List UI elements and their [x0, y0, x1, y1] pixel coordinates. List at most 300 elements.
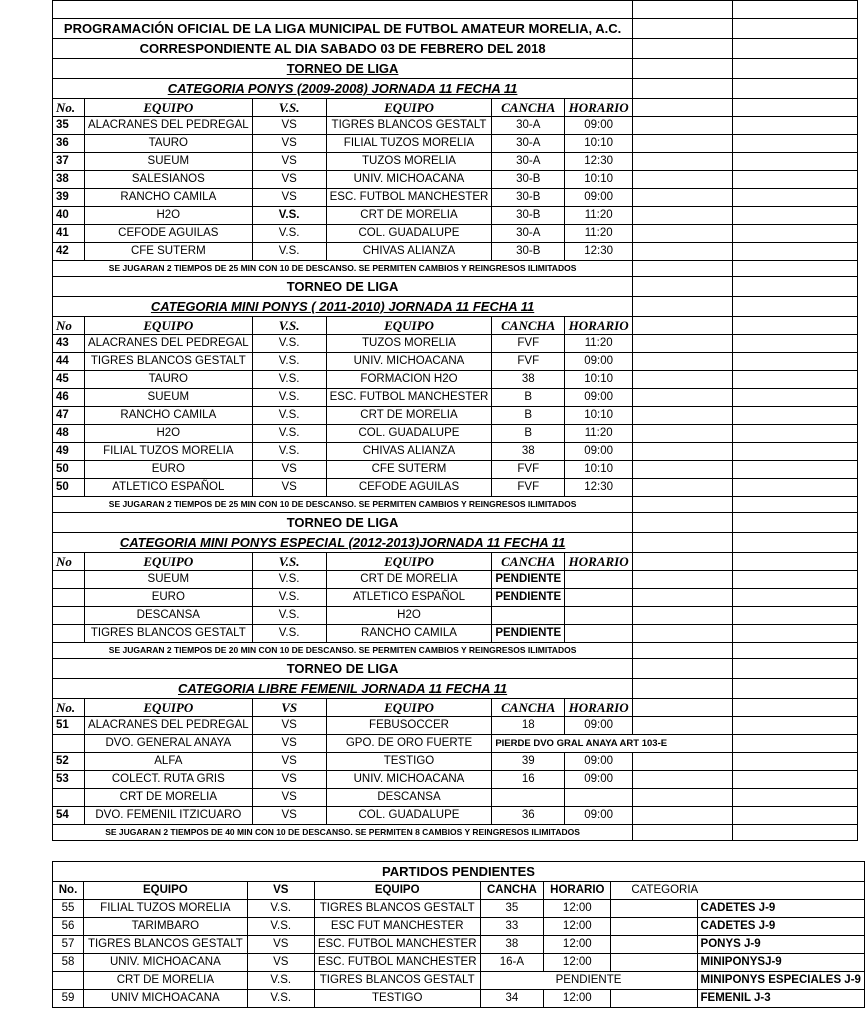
column-header: HORARIO	[565, 99, 633, 117]
field: B	[492, 407, 565, 425]
column-header: HORARIO	[544, 882, 611, 900]
home-team: SUEUM	[85, 571, 253, 589]
away-team: ATLETICO ESPAÑOL	[326, 589, 492, 607]
table-row	[53, 135, 858, 153]
match-number	[53, 972, 84, 990]
column-header: HORARIO	[565, 699, 633, 717]
blank-cell	[733, 571, 858, 589]
table-row	[53, 807, 858, 825]
time: 12:30	[565, 153, 633, 171]
rules-row	[53, 825, 858, 841]
blank-cell	[633, 317, 733, 335]
time: 11:20	[565, 425, 633, 443]
vs-label: VS	[252, 807, 326, 825]
table-row	[53, 954, 865, 972]
table-row	[53, 607, 858, 625]
home-team: H2O	[85, 207, 253, 225]
pending-matches-table	[52, 861, 865, 1008]
field: 30-A	[492, 153, 565, 171]
time	[565, 571, 633, 589]
home-team: EURO	[85, 461, 253, 479]
table-row	[53, 900, 865, 918]
vs-label: V.S.	[252, 625, 326, 643]
away-team: COL. GUADALUPE	[326, 807, 492, 825]
home-team: ALACRANES DEL PEDREGAL	[85, 335, 253, 353]
table-row	[53, 771, 858, 789]
match-number: 52	[53, 753, 85, 771]
vs-label: VS	[252, 717, 326, 735]
table-row	[53, 189, 858, 207]
vs-label: V.S.	[252, 353, 326, 371]
column-header: HORARIO	[565, 553, 633, 571]
category-heading	[53, 79, 633, 99]
rules-row	[53, 261, 858, 277]
blank-cell	[733, 59, 858, 79]
blank-cell	[633, 513, 733, 533]
home-team: TAURO	[85, 135, 253, 153]
blank-cell	[633, 443, 733, 461]
table-row	[53, 918, 865, 936]
match-number: 45	[53, 371, 85, 389]
column-header: VS	[247, 882, 314, 900]
category-row	[53, 297, 858, 317]
vs-label: V.S.	[252, 443, 326, 461]
match-number: 53	[53, 771, 85, 789]
blank-cell	[733, 389, 858, 407]
match-number: 58	[53, 954, 84, 972]
vs-label: V.S.	[252, 207, 326, 225]
table-row	[53, 479, 858, 497]
column-header: CANCHA	[492, 317, 565, 335]
blank-cell	[633, 59, 733, 79]
field: FVF	[492, 335, 565, 353]
category-heading	[53, 533, 633, 553]
match-number	[53, 589, 85, 607]
column-header: EQUIPO	[326, 699, 492, 717]
field: 30-A	[492, 225, 565, 243]
blank-cell	[633, 389, 733, 407]
home-team: ALACRANES DEL PEDREGAL	[85, 717, 253, 735]
vs-label: VS	[252, 189, 326, 207]
pending-header-row	[53, 882, 865, 900]
field: 30-B	[492, 243, 565, 261]
table-row	[53, 335, 858, 353]
blank-cell	[733, 825, 858, 841]
field: 30-B	[492, 171, 565, 189]
match-number	[53, 625, 85, 643]
vs-label: V.S.	[252, 425, 326, 443]
blank-cell	[733, 461, 858, 479]
blank-cell	[733, 497, 858, 513]
time: 11:20	[565, 207, 633, 225]
blank-cell	[633, 717, 733, 735]
field: PENDIENTE	[492, 589, 565, 607]
blank-cell	[611, 936, 697, 954]
column-header: EQUIPO	[85, 553, 253, 571]
field: B	[492, 425, 565, 443]
column-header: No	[53, 553, 85, 571]
match-number: 56	[53, 918, 84, 936]
away-team: TUZOS MORELIA	[326, 153, 492, 171]
blank-cell	[733, 425, 858, 443]
table-row	[53, 936, 865, 954]
blank-cell	[733, 153, 858, 171]
home-team: CRT DE MORELIA	[84, 972, 248, 990]
torneo-heading: TORNEO DE LIGA	[53, 659, 633, 679]
column-header: No	[53, 317, 85, 335]
vs-label: V.S.	[252, 335, 326, 353]
match-number: 36	[53, 135, 85, 153]
table-row	[53, 425, 858, 443]
column-header: CANCHA	[492, 99, 565, 117]
table-row	[53, 789, 858, 807]
blank-cell	[633, 243, 733, 261]
home-team: FILIAL TUZOS MORELIA	[84, 900, 248, 918]
home-team: EURO	[85, 589, 253, 607]
time: 09:00	[565, 717, 633, 735]
column-header-row	[53, 553, 858, 571]
column-header: EQUIPO	[326, 99, 492, 117]
time	[565, 607, 633, 625]
vs-label: VS	[252, 135, 326, 153]
away-team: ESC FUT MANCHESTER	[314, 918, 480, 936]
home-team: SALESIANOS	[85, 171, 253, 189]
home-team: ALFA	[85, 753, 253, 771]
column-header: CANCHA	[480, 882, 544, 900]
blank-cell	[633, 189, 733, 207]
table-row	[53, 371, 858, 389]
home-team: SUEUM	[85, 389, 253, 407]
blank-cell	[633, 425, 733, 443]
blank-cell	[633, 825, 733, 841]
blank-cell	[733, 513, 858, 533]
column-header: EQUIPO	[326, 553, 492, 571]
spacer-row	[53, 1, 858, 19]
table-row	[53, 625, 858, 643]
category-label: MINIPONYSJ-9	[697, 954, 864, 972]
category-heading	[53, 297, 633, 317]
category-heading-text: CATEGORIA MINI PONYS ( 2011-2010) JORNADA 11 FECHA 11	[150, 299, 535, 314]
blank-cell	[633, 19, 733, 39]
blank-cell	[633, 479, 733, 497]
column-header-row	[53, 99, 858, 117]
blank-cell	[633, 39, 733, 59]
category-label: MINIPONYS ESPECIALES J-9	[697, 972, 864, 990]
away-team: CRT DE MORELIA	[326, 207, 492, 225]
column-header: V.S.	[252, 317, 326, 335]
blank-cell	[733, 189, 858, 207]
table-row	[53, 117, 858, 135]
blank-cell	[733, 607, 858, 625]
table-row	[53, 443, 858, 461]
home-team: CRT DE MORELIA	[85, 789, 253, 807]
away-team: TIGRES BLANCOS GESTALT	[314, 900, 480, 918]
vs-label: VS	[247, 954, 314, 972]
blank-cell	[633, 533, 733, 553]
blank-cell	[633, 807, 733, 825]
blank-cell	[733, 643, 858, 659]
home-team: UNIV MICHOACANA	[84, 990, 248, 1008]
vs-label: VS	[252, 753, 326, 771]
blank-cell	[611, 954, 697, 972]
torneo-row	[53, 277, 858, 297]
blank-cell	[633, 1, 733, 19]
blank-cell	[633, 407, 733, 425]
match-number: 48	[53, 425, 85, 443]
vs-label: VS	[252, 117, 326, 135]
away-team: COL. GUADALUPE	[326, 425, 492, 443]
blank-cell	[733, 99, 858, 117]
column-header: No.	[53, 882, 84, 900]
blank-cell	[633, 679, 733, 699]
category-heading	[53, 679, 633, 699]
time	[565, 589, 633, 607]
time: 09:00	[565, 189, 633, 207]
time: 10:10	[565, 407, 633, 425]
home-team: SUEUM	[85, 153, 253, 171]
field: PENDIENTE	[492, 625, 565, 643]
away-team: DESCANSA	[326, 789, 492, 807]
home-team: DESCANSA	[85, 607, 253, 625]
time: 12:30	[565, 243, 633, 261]
blank-cell	[733, 479, 858, 497]
table-row	[53, 171, 858, 189]
blank-cell	[633, 277, 733, 297]
blank-cell	[633, 171, 733, 189]
blank-cell	[633, 659, 733, 679]
blank-cell	[633, 607, 733, 625]
blank-cell	[733, 659, 858, 679]
home-team: RANCHO CAMILA	[85, 407, 253, 425]
home-team: CEFODE AGUILAS	[85, 225, 253, 243]
category-heading-text: CATEGORIA LIBRE FEMENIL JORNADA 11 FECHA 11	[178, 681, 508, 696]
blank-cell	[733, 243, 858, 261]
vs-label: V.S.	[252, 589, 326, 607]
field: 35	[480, 900, 544, 918]
blank-cell	[733, 277, 858, 297]
blank-cell	[733, 589, 858, 607]
rules-row	[53, 643, 858, 659]
away-team: CFE SUTERM	[326, 461, 492, 479]
blank-cell	[733, 717, 858, 735]
time: 09:00	[565, 389, 633, 407]
field: FVF	[492, 353, 565, 371]
column-header: CATEGORIA	[611, 882, 865, 900]
home-team: COLECT. RUTA GRIS	[85, 771, 253, 789]
vs-label: VS	[247, 936, 314, 954]
torneo-heading: TORNEO DE LIGA	[53, 277, 633, 297]
time: 10:10	[565, 461, 633, 479]
time: 12:30	[565, 479, 633, 497]
home-team: DVO. FEMENIL ITZICUARO	[85, 807, 253, 825]
field: 16	[492, 771, 565, 789]
column-header: No.	[53, 99, 85, 117]
blank-cell	[733, 335, 858, 353]
category-heading-text: CATEGORIA MINI PONYS ESPECIAL (2012-2013)JORNADA 11 FECHA 11	[119, 535, 566, 550]
away-team: TESTIGO	[326, 753, 492, 771]
vs-label: V.S.	[252, 225, 326, 243]
away-team: FORMACION H2O	[326, 371, 492, 389]
blank-cell	[733, 297, 858, 317]
home-team: ATLETICO ESPAÑOL	[85, 479, 253, 497]
vs-label: V.S.	[247, 900, 314, 918]
table-row	[53, 735, 858, 753]
match-number: 35	[53, 117, 85, 135]
blank-cell	[633, 353, 733, 371]
time: 09:00	[565, 353, 633, 371]
vs-label: VS	[252, 461, 326, 479]
pending-title: PARTIDOS PENDIENTES	[53, 862, 865, 882]
blank-cell	[633, 643, 733, 659]
result-note: PIERDE DVO GRAL ANAYA ART 103-E	[492, 735, 733, 753]
vs-label: V.S.	[247, 918, 314, 936]
match-number: 38	[53, 171, 85, 189]
match-number	[53, 735, 85, 753]
field: 39	[492, 753, 565, 771]
match-number: 57	[53, 936, 84, 954]
blank-cell	[633, 135, 733, 153]
blank-cell	[733, 625, 858, 643]
blank-cell	[633, 99, 733, 117]
rules-note: SE JUGARAN 2 TIEMPOS DE 40 MIN CON 10 DE DESCANSO. SE PERMITEN 8 CAMBIOS Y REINGRESOS ILIMITADOS	[53, 825, 633, 841]
blank-cell	[733, 353, 858, 371]
field: FVF	[492, 479, 565, 497]
blank-cell	[733, 79, 858, 99]
home-team: CFE SUTERM	[85, 243, 253, 261]
home-team: RANCHO CAMILA	[85, 189, 253, 207]
column-header: HORARIO	[565, 317, 633, 335]
away-team: COL. GUADALUPE	[326, 225, 492, 243]
blank-cell	[733, 533, 858, 553]
vs-label: VS	[252, 771, 326, 789]
field	[492, 789, 565, 807]
category-row	[53, 679, 858, 699]
time: 10:10	[565, 371, 633, 389]
away-team: TUZOS MORELIA	[326, 335, 492, 353]
torneo-heading: TORNEO DE LIGA	[53, 513, 633, 533]
blank-cell	[611, 990, 697, 1008]
blank-cell	[733, 135, 858, 153]
table-row	[53, 207, 858, 225]
match-number: 55	[53, 900, 84, 918]
home-team: UNIV. MICHOACANA	[84, 954, 248, 972]
column-header: EQUIPO	[326, 317, 492, 335]
field: 30-B	[492, 189, 565, 207]
blank-cell	[733, 371, 858, 389]
page-subtitle: CORRESPONDIENTE AL DIA SABADO 03 DE FEBRERO DEL 2018	[53, 39, 633, 59]
table-row	[53, 407, 858, 425]
time: 12:00	[544, 936, 611, 954]
blank-cell	[633, 699, 733, 717]
category-label: CADETES J-9	[697, 900, 864, 918]
blank-cell	[733, 699, 858, 717]
vs-label: VS	[252, 479, 326, 497]
match-number: 46	[53, 389, 85, 407]
match-number: 41	[53, 225, 85, 243]
time: 09:00	[565, 117, 633, 135]
blank-cell	[733, 679, 858, 699]
away-team: UNIV. MICHOACANA	[326, 771, 492, 789]
blank-cell	[633, 625, 733, 643]
rules-note: SE JUGARAN 2 TIEMPOS DE 20 MIN CON 10 DE DESCANSO. SE PERMITEN CAMBIOS Y REINGRESOS ILIMITADOS	[53, 643, 633, 659]
blank-cell	[733, 407, 858, 425]
field: 38	[480, 936, 544, 954]
blank-cell	[733, 261, 858, 277]
time: 09:00	[565, 443, 633, 461]
torneo-heading	[53, 59, 633, 79]
field: 38	[492, 443, 565, 461]
home-team: TAURO	[85, 371, 253, 389]
vs-label: V.S.	[247, 990, 314, 1008]
column-header: V.S.	[252, 99, 326, 117]
field: 30-B	[492, 207, 565, 225]
match-number: 43	[53, 335, 85, 353]
category-row	[53, 533, 858, 553]
table-row	[53, 225, 858, 243]
away-team: FILIAL TUZOS MORELIA	[326, 135, 492, 153]
home-team: ALACRANES DEL PEDREGAL	[85, 117, 253, 135]
column-header: EQUIPO	[314, 882, 480, 900]
field: 34	[480, 990, 544, 1008]
away-team: UNIV. MICHOACANA	[326, 353, 492, 371]
column-header: No.	[53, 699, 85, 717]
match-number: 44	[53, 353, 85, 371]
home-team: H2O	[85, 425, 253, 443]
home-team: TIGRES BLANCOS GESTALT	[84, 936, 248, 954]
match-number: 47	[53, 407, 85, 425]
away-team: RANCHO CAMILA	[326, 625, 492, 643]
schedule-sheet	[52, 0, 858, 841]
away-team: TIGRES BLANCOS GESTALT	[314, 972, 480, 990]
blank-cell	[633, 335, 733, 353]
match-number: 59	[53, 990, 84, 1008]
blank-cell	[633, 789, 733, 807]
field: FVF	[492, 461, 565, 479]
table-row	[53, 589, 858, 607]
time: 12:00	[544, 954, 611, 972]
match-number: 50	[53, 479, 85, 497]
match-number: 54	[53, 807, 85, 825]
away-team: ESC. FUTBOL MANCHESTER	[314, 954, 480, 972]
blank-cell	[633, 225, 733, 243]
blank-cell	[733, 443, 858, 461]
column-header: EQUIPO	[84, 882, 248, 900]
blank-cell	[633, 553, 733, 571]
blank-cell	[733, 19, 858, 39]
blank-cell	[633, 571, 733, 589]
home-team: DVO. GENERAL ANAYA	[85, 735, 253, 753]
table-row	[53, 571, 858, 589]
field: 16-A	[480, 954, 544, 972]
vs-label: V.S.	[252, 607, 326, 625]
match-number: 42	[53, 243, 85, 261]
blank-cell	[733, 225, 858, 243]
field: 36	[492, 807, 565, 825]
field: 38	[492, 371, 565, 389]
table-row	[53, 990, 865, 1008]
time	[565, 789, 633, 807]
away-team: TIGRES BLANCOS GESTALT	[326, 117, 492, 135]
home-team: FILIAL TUZOS MORELIA	[85, 443, 253, 461]
away-team: TESTIGO	[314, 990, 480, 1008]
column-header: EQUIPO	[85, 99, 253, 117]
home-team: TARIMBARO	[84, 918, 248, 936]
column-header-row	[53, 317, 858, 335]
blank-cell	[733, 39, 858, 59]
vs-label: V.S.	[247, 972, 314, 990]
time: 09:00	[565, 807, 633, 825]
category-row	[53, 79, 858, 99]
